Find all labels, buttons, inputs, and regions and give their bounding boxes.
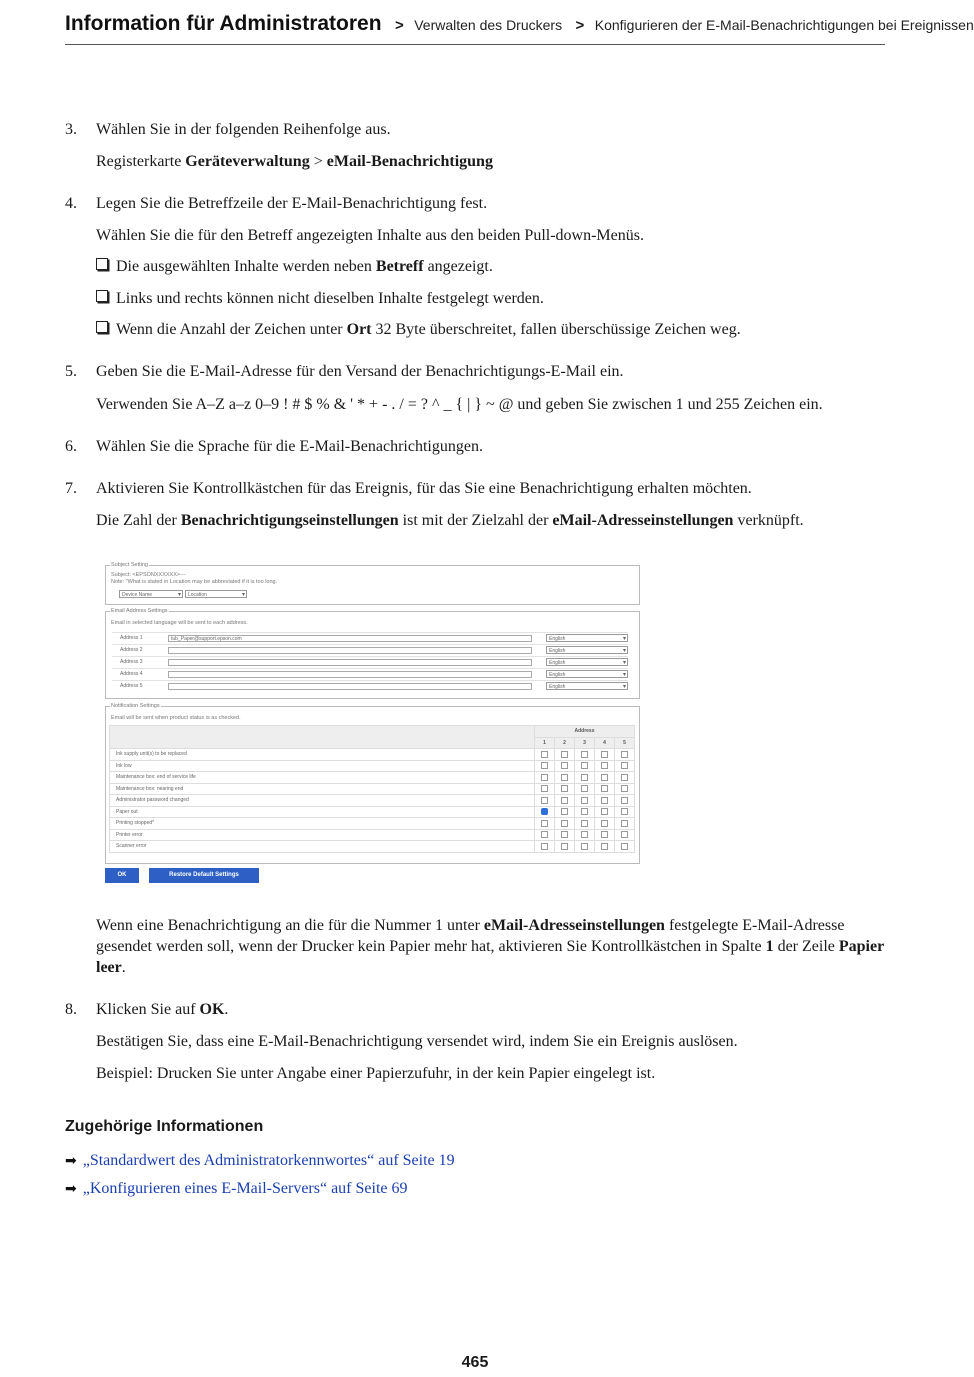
checkbox[interactable]	[601, 820, 608, 827]
step-4-detail: Wählen Sie die für den Betreff angezeigten Inhalte aus den beiden Pull-down-Menüs.	[96, 227, 644, 244]
subject-settings-group	[105, 562, 640, 605]
address-column-number: 1	[535, 737, 555, 749]
step-8-example: Beispiel: Drucken Sie unter Angabe einer Papierzufuhr, in der kein Papier eingelegt ist.	[96, 1065, 656, 1082]
checkbox[interactable]	[561, 808, 568, 815]
subject-preview: Subject: <EPSONXXXXXX>---	[111, 572, 186, 578]
checkbox-checked[interactable]	[541, 808, 548, 815]
event-label: Ink low	[110, 760, 535, 772]
step-text: Wählen Sie in der folgenden Reihenfolge aus.	[96, 121, 391, 138]
event-row	[110, 841, 635, 853]
event-row	[110, 795, 635, 807]
step-text: Klicken Sie auf OK.	[96, 1001, 229, 1018]
checkbox[interactable]	[601, 843, 608, 850]
checkbox[interactable]	[601, 751, 608, 758]
checkbox[interactable]	[621, 774, 628, 781]
event-label: Printer error	[110, 829, 535, 841]
step-number: 3.	[65, 121, 77, 138]
step-5-detail: Verwenden Sie A–Z a–z 0–9 ! # $ % & ' * + - . / = ? ^ _ { | } ~ @ und geben Sie zwischen 1 und 255 Zeichen ein.	[96, 396, 823, 413]
checkbox[interactable]	[541, 843, 548, 850]
address-row: Address 4 English ▾	[112, 668, 628, 680]
checkbox[interactable]	[581, 751, 588, 758]
checkbox[interactable]	[541, 774, 548, 781]
checkbox[interactable]	[621, 762, 628, 769]
checkbox[interactable]	[561, 762, 568, 769]
checkbox[interactable]	[561, 774, 568, 781]
step-7-detail: Die Zahl der Benachrichtigungseinstellungen ist mit der Zielzahl der eMail-Adresseinstellungen verknüpft.	[96, 512, 804, 529]
event-label: Maintenance box: nearing end	[110, 783, 535, 795]
header-title: Information für Administratoren	[65, 12, 382, 35]
arrow-right-icon: ➡	[65, 1181, 77, 1197]
breadcrumb-separator: >	[575, 17, 585, 34]
related-info-title: Zugehörige Informationen	[65, 1118, 264, 1135]
page-number: 465	[461, 1354, 489, 1371]
address-input[interactable]	[168, 671, 532, 678]
event-label: Scanner error	[110, 841, 535, 853]
checkbox[interactable]	[601, 808, 608, 815]
checkbox[interactable]	[541, 751, 548, 758]
group-legend: Email Address Settings	[111, 608, 168, 614]
step-text: Wählen Sie die Sprache für die E-Mail-Benachrichtigungen.	[96, 438, 483, 455]
checkbox[interactable]	[581, 774, 588, 781]
checkbox[interactable]	[581, 820, 588, 827]
checkbox[interactable]	[621, 843, 628, 850]
settings-screenshot	[103, 562, 640, 887]
address-row: Address 5 English ▾	[112, 680, 628, 692]
checkbox[interactable]	[581, 785, 588, 792]
checkbox[interactable]	[581, 808, 588, 815]
checkbox[interactable]	[601, 797, 608, 804]
event-row	[110, 760, 635, 772]
language-select[interactable]: English ▾	[546, 658, 628, 666]
event-label: Printing stopped*	[110, 818, 535, 830]
subject-note: Note: "What is stated in Location may be abbreviated if it is too long.	[111, 579, 278, 585]
breadcrumb-item[interactable]: Konfigurieren der E-Mail-Benachrichtigungen bei Ereignissen	[594, 17, 974, 33]
bullet-item: Links und rechts können nicht dieselben Inhalte festgelegt werden.	[96, 288, 544, 309]
event-row	[110, 806, 635, 818]
address-column-header: Address	[535, 726, 635, 738]
event-row	[110, 772, 635, 784]
checkbox[interactable]	[581, 797, 588, 804]
checkbox[interactable]	[541, 831, 548, 838]
checkbox-bullet-icon	[96, 290, 108, 302]
checkbox[interactable]	[561, 785, 568, 792]
address-input[interactable]: tub_Paper@support.epson.com	[168, 635, 532, 642]
checkbox[interactable]	[561, 820, 568, 827]
event-row	[110, 829, 635, 841]
address-row: Address 2 English ▾	[112, 644, 628, 656]
checkbox[interactable]	[601, 785, 608, 792]
checkbox[interactable]	[621, 785, 628, 792]
checkbox[interactable]	[581, 831, 588, 838]
arrow-right-icon: ➡	[65, 1153, 77, 1169]
breadcrumb-item[interactable]: Verwalten des Druckers	[414, 17, 563, 33]
step-text: Legen Sie die Betreffzeile der E-Mail-Benachrichtigung fest.	[96, 195, 488, 212]
bullet-item: Wenn die Anzahl der Zeichen unter Ort 32 Byte überschreitet, fallen überschüssige Zeichen weg.	[96, 319, 741, 340]
checkbox[interactable]	[581, 843, 588, 850]
email-note: Email in selected language will be sent to each address.	[111, 620, 248, 626]
checkbox[interactable]	[541, 785, 548, 792]
address-row: Address 1 tub_Paper@support.epson.com English ▾	[112, 632, 628, 644]
step-number: 8.	[65, 1001, 77, 1018]
checkbox[interactable]	[581, 762, 588, 769]
event-row	[110, 783, 635, 795]
checkbox[interactable]	[601, 831, 608, 838]
language-select[interactable]: English ▾	[546, 682, 628, 690]
address-column-number: 3	[575, 737, 595, 749]
step-number: 5.	[65, 363, 77, 380]
checkbox[interactable]	[621, 820, 628, 827]
bullet-item: Die ausgewählten Inhalte werden neben Betreff angezeigt.	[96, 256, 493, 277]
address-input[interactable]	[168, 659, 532, 666]
checkbox-bullet-icon	[96, 258, 108, 270]
checkbox[interactable]	[621, 797, 628, 804]
group-legend: Subject Setting	[111, 562, 148, 568]
checkbox[interactable]	[561, 831, 568, 838]
notification-note: Email will be sent when product status is as checked.	[111, 715, 241, 721]
address-row: Address 3 English ▾	[112, 656, 628, 668]
page-header	[65, 12, 974, 45]
checkbox[interactable]	[541, 797, 548, 804]
event-label: Ink supply unit(s) to be replaced	[110, 749, 535, 761]
checkbox-bullet-icon	[96, 321, 108, 333]
checkbox[interactable]	[541, 820, 548, 827]
checkbox[interactable]	[541, 762, 548, 769]
step-number: 6.	[65, 438, 77, 455]
related-link[interactable]: ➡ „Konfigurieren eines E-Mail-Servers“ auf Seite 69	[65, 1180, 408, 1197]
step-7-example: Wenn eine Benachrichtigung an die für die Nummer 1 unter eMail-Adresseinstellungen festgelegte E-Mail-Adresse gesendet werden soll, wenn der Drucker kein Papier mehr hat, aktivieren Sie Kontrollkästchen in Spalte 1 der Zeile Papier leer.	[96, 917, 884, 976]
subject-left-select[interactable]: Device Name ▾	[119, 590, 183, 598]
checkbox[interactable]	[561, 843, 568, 850]
checkbox[interactable]	[601, 774, 608, 781]
table-header-row	[110, 726, 635, 738]
event-label: Administrator password changed	[110, 795, 535, 807]
step-text: Geben Sie die E-Mail-Adresse für den Versand der Benachrichtigungs-E-Mail ein.	[96, 363, 624, 380]
language-select[interactable]: English ▾	[546, 670, 628, 678]
checkbox[interactable]	[621, 751, 628, 758]
step-3-path: Registerkarte Geräteverwaltung > eMail-Benachrichtigung	[96, 153, 493, 170]
restore-default-button[interactable]: Restore Default Settings	[149, 868, 259, 883]
step-number: 4.	[65, 195, 77, 212]
event-row	[110, 818, 635, 830]
step-number: 7.	[65, 480, 77, 497]
event-label: Paper out	[110, 806, 535, 818]
address-column-number: 5	[615, 737, 635, 749]
step-text: Aktivieren Sie Kontrollkästchen für das Ereignis, für das Sie eine Benachrichtigung erhalten möchten.	[96, 480, 752, 497]
email-address-group	[105, 608, 640, 699]
address-input[interactable]	[168, 647, 532, 654]
step-8-detail: Bestätigen Sie, dass eine E-Mail-Benachrichtigung versendet wird, indem Sie ein Ereignis auslösen.	[96, 1033, 738, 1050]
breadcrumb-separator: >	[395, 17, 404, 34]
address-input[interactable]	[168, 683, 532, 690]
ok-button[interactable]: OK	[105, 868, 139, 883]
address-column-number: 4	[595, 737, 615, 749]
language-select[interactable]: English ▾	[546, 634, 628, 642]
event-label: Maintenance box: end of service life	[110, 772, 535, 784]
address-column-number: 2	[555, 737, 575, 749]
subject-right-select[interactable]: Location ▾	[185, 590, 247, 598]
checkbox[interactable]	[621, 831, 628, 838]
event-row	[110, 749, 635, 761]
language-select[interactable]: English ▾	[546, 646, 628, 654]
checkbox[interactable]	[621, 808, 628, 815]
checkbox[interactable]	[561, 797, 568, 804]
checkbox[interactable]	[561, 751, 568, 758]
group-legend: Notification Settings	[111, 703, 160, 709]
notification-table	[109, 725, 635, 853]
table-header-row	[110, 737, 635, 749]
checkbox[interactable]	[601, 762, 608, 769]
related-link[interactable]: ➡ „Standardwert des Administratorkennwortes“ auf Seite 19	[65, 1152, 455, 1169]
